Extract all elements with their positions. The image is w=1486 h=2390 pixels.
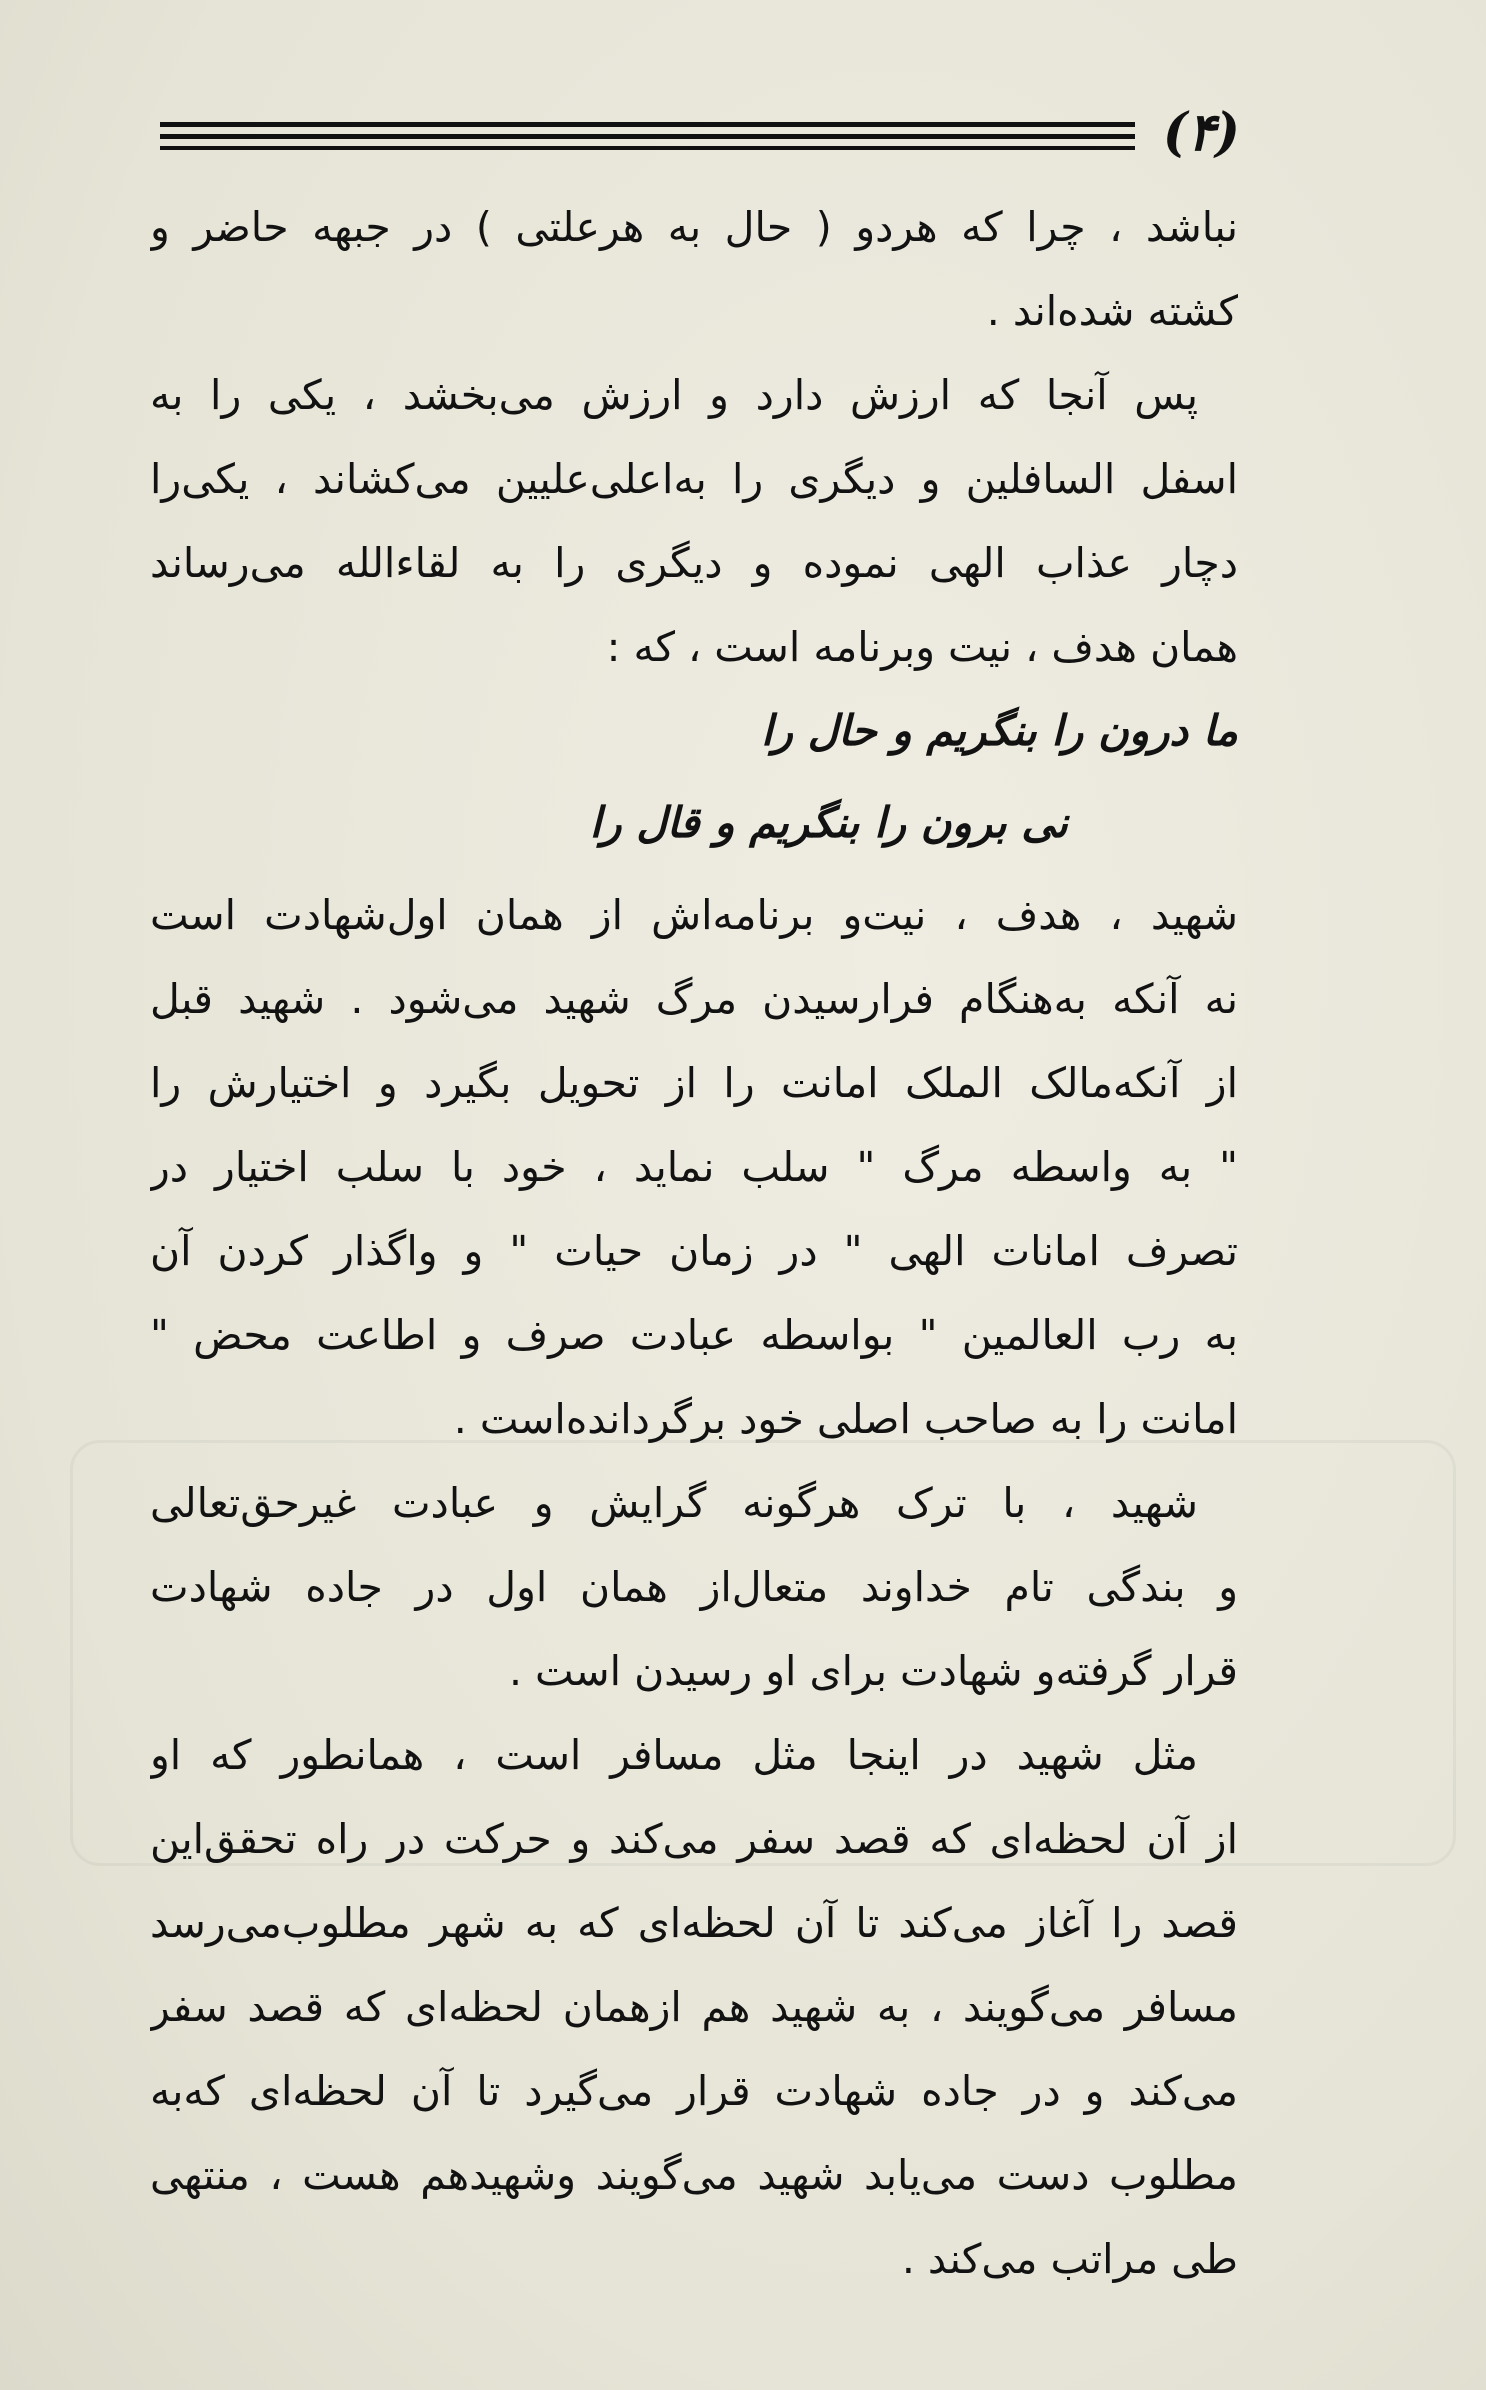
page-number: (۴) <box>1162 102 1240 163</box>
page-header <box>160 102 1240 164</box>
text-line: از آن لحظه‌ای که قصد سفر می‌کند و حرکت در راه تحقق‌این <box>150 1815 1238 1863</box>
text-line: همان هدف ، نیت وبرنامه است ، که : <box>606 623 1238 671</box>
poem-verse-1: ما درون را بنگریم و حال را <box>761 706 1238 755</box>
text-line: مثل شهید در اینجا مثل مسافر است ، همانطور که او <box>150 1731 1198 1779</box>
text-line: مطلوب دست می‌یابد شهید می‌گویند وشهیدهم هست ، منتهی <box>150 2151 1238 2199</box>
text-line: از آنکه‌مالک الملک امانت را از تحویل بگیرد و اختیارش را <box>150 1059 1238 1107</box>
page-body <box>150 185 1238 2301</box>
text-line: و بندگی تام خداوند متعال‌از همان اول در جاده شهادت <box>150 1563 1238 1611</box>
text-line: اسفل السافلین و دیگری را به‌اعلی‌علیین می‌کشاند ، یکی‌را <box>150 455 1238 503</box>
text-line: نباشد ، چرا که هردو ( حال به هرعلتی ) در جبهه حاضر و <box>150 203 1238 251</box>
text-line: تصرف امانات الهی " در زمان حیات " و واگذار کردن آن <box>150 1227 1238 1275</box>
text-line: مسافر می‌گویند ، به شهید هم ازهمان لحظه‌ای که قصد سفر <box>150 1983 1238 2031</box>
text-line: به رب العالمین " بواسطه عبادت صرف و اطاعت محض " <box>150 1311 1238 1359</box>
text-line: قصد را آغاز می‌کند تا آن لحظه‌ای که به شهر مطلوب‌می‌رسد <box>150 1899 1238 1947</box>
text-line: کشته شده‌اند . <box>986 287 1238 335</box>
text-line: " به واسطه مرگ " سلب نماید ، خود با سلب اختیار در <box>150 1143 1238 1191</box>
text-line: دچار عذاب الهی نموده و دیگری را به لقاءالله می‌رساند <box>150 539 1238 587</box>
text-line: شهید ، با ترک هرگونه گرایش و عبادت غیرحق‌تعالی <box>150 1479 1198 1527</box>
text-line: شهید ، هدف ، نیت‌و برنامه‌اش از همان اول‌شهادت است <box>150 891 1238 939</box>
text-line: طی مراتب می‌کند . <box>901 2235 1238 2283</box>
header-rule <box>160 146 1135 150</box>
poem-verse-2: نی برون را بنگریم و قال را <box>589 798 1068 847</box>
header-rule <box>160 134 1135 139</box>
text-line: می‌کند و در جاده شهادت قرار می‌گیرد تا آن لحظه‌ای که‌به <box>150 2067 1238 2115</box>
text-line: قرار گرفته‌و شهادت برای او رسیدن است . <box>508 1647 1238 1695</box>
text-line: امانت را به صاحب اصلی خود برگردانده‌است . <box>453 1395 1238 1443</box>
header-rule <box>160 122 1135 127</box>
text-line: پس آنجا که ارزش دارد و ارزش می‌بخشد ، یکی را به <box>150 371 1198 419</box>
text-line: نه آنکه به‌هنگام فرارسیدن مرگ شهید می‌شود . شهید قبل <box>150 975 1238 1023</box>
